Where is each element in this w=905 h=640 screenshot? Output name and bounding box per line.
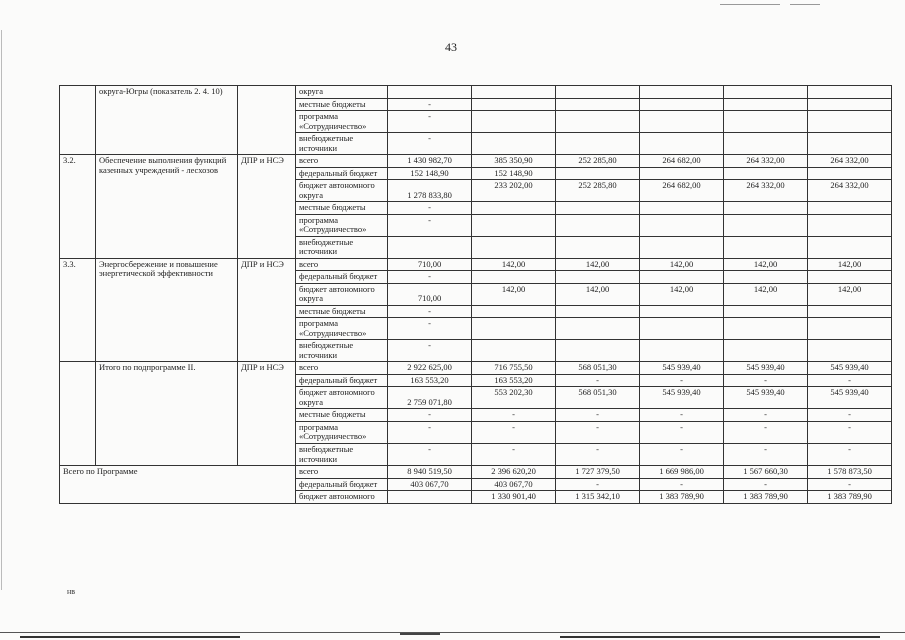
funding-source: федеральный бюджет <box>296 167 388 180</box>
scan-artifact <box>1 30 2 590</box>
year-amount: 1 567 660,30 <box>724 466 808 479</box>
total-amount: - <box>388 271 472 284</box>
year-amount <box>556 111 640 133</box>
total-amount: - <box>388 318 472 340</box>
year-amount <box>724 202 808 215</box>
total-amount: 152 148,90 <box>388 167 472 180</box>
total-amount <box>388 236 472 258</box>
year-amount: 142,00 <box>640 283 724 305</box>
year-amount: - <box>808 374 892 387</box>
total-amount: 1 430 982,70 <box>388 155 472 168</box>
year-amount <box>724 98 808 111</box>
year-amount: 264 332,00 <box>808 180 892 202</box>
year-amount: 264 332,00 <box>724 180 808 202</box>
year-amount: 403 067,70 <box>472 478 556 491</box>
year-amount: 1 383 789,90 <box>640 491 724 504</box>
year-amount <box>808 214 892 236</box>
total-amount <box>388 491 472 504</box>
row-number: 3.3. <box>60 258 96 362</box>
total-amount: 2 759 071,80 <box>388 387 472 409</box>
year-amount <box>640 86 724 99</box>
year-amount: - <box>472 409 556 422</box>
year-amount: 142,00 <box>472 258 556 271</box>
year-amount: - <box>556 421 640 443</box>
year-amount: - <box>556 374 640 387</box>
total-amount: 2 922 625,00 <box>388 362 472 375</box>
year-amount: - <box>640 478 724 491</box>
funding-source: программа «Сотрудничество» <box>296 421 388 443</box>
scan-artifact <box>720 4 780 5</box>
funding-source: федеральный бюджет <box>296 271 388 284</box>
year-amount: - <box>724 443 808 465</box>
year-amount: 568 051,30 <box>556 387 640 409</box>
responsible-executor <box>238 86 296 155</box>
year-amount: 163 553,20 <box>472 374 556 387</box>
year-amount <box>640 236 724 258</box>
year-amount <box>724 167 808 180</box>
activity-name: Энергосбережение и повышение энергетической эффективности <box>96 258 238 362</box>
total-amount: 403 067,70 <box>388 478 472 491</box>
responsible-executor: ДПР и НСЭ <box>238 258 296 362</box>
total-amount: - <box>388 409 472 422</box>
year-amount <box>472 86 556 99</box>
year-amount <box>808 305 892 318</box>
year-amount <box>724 236 808 258</box>
year-amount: 142,00 <box>472 283 556 305</box>
year-amount <box>556 236 640 258</box>
scan-artifact <box>20 636 240 638</box>
funding-source: бюджет автономного округа <box>296 387 388 409</box>
year-amount: - <box>556 443 640 465</box>
total-amount: - <box>388 133 472 155</box>
year-amount <box>808 167 892 180</box>
year-amount <box>724 318 808 340</box>
funding-source: всего <box>296 466 388 479</box>
total-amount: - <box>388 202 472 215</box>
funding-source: всего <box>296 155 388 168</box>
total-amount: - <box>388 340 472 362</box>
total-amount: - <box>388 443 472 465</box>
year-amount <box>640 305 724 318</box>
year-amount <box>472 111 556 133</box>
year-amount: 252 285,80 <box>556 155 640 168</box>
year-amount <box>640 111 724 133</box>
funding-source: округа <box>296 86 388 99</box>
year-amount: 545 939,40 <box>724 387 808 409</box>
year-amount <box>472 202 556 215</box>
year-amount: 545 939,40 <box>640 387 724 409</box>
year-amount: 1 315 342,10 <box>556 491 640 504</box>
table-row <box>60 86 892 99</box>
year-amount: 1 383 789,90 <box>724 491 808 504</box>
year-amount <box>472 305 556 318</box>
year-amount: - <box>640 409 724 422</box>
year-amount: 142,00 <box>640 258 724 271</box>
total-amount: - <box>388 98 472 111</box>
funding-source: внебюджетные источники <box>296 443 388 465</box>
year-amount <box>640 167 724 180</box>
year-amount: 264 682,00 <box>640 180 724 202</box>
year-amount <box>472 214 556 236</box>
year-amount: 1 330 901,40 <box>472 491 556 504</box>
year-amount: - <box>640 443 724 465</box>
year-amount: - <box>808 478 892 491</box>
year-amount <box>640 340 724 362</box>
total-amount: - <box>388 214 472 236</box>
table-row <box>60 258 892 271</box>
year-amount: - <box>724 374 808 387</box>
year-amount: 545 939,40 <box>808 387 892 409</box>
year-amount: 264 332,00 <box>808 155 892 168</box>
year-amount: - <box>808 409 892 422</box>
year-amount: 716 755,50 <box>472 362 556 375</box>
year-amount <box>808 133 892 155</box>
total-amount: - <box>388 305 472 318</box>
total-amount: 163 553,20 <box>388 374 472 387</box>
year-amount <box>556 167 640 180</box>
year-amount: - <box>640 374 724 387</box>
year-amount <box>640 133 724 155</box>
year-amount: 152 148,90 <box>472 167 556 180</box>
activity-name: Обеспечение выполнения функций казенных учреждений - лесхозов <box>96 155 238 259</box>
year-amount <box>556 214 640 236</box>
funding-source: местные бюджеты <box>296 202 388 215</box>
funding-source: внебюджетные источники <box>296 236 388 258</box>
funding-source: внебюджетные источники <box>296 133 388 155</box>
year-amount <box>808 271 892 284</box>
year-amount: 264 332,00 <box>724 155 808 168</box>
year-amount: - <box>724 409 808 422</box>
table-row <box>60 466 892 479</box>
year-amount: 545 939,40 <box>640 362 724 375</box>
table-row <box>60 362 892 375</box>
budget-table-body <box>60 86 892 504</box>
year-amount <box>556 305 640 318</box>
year-amount: 1 578 873,50 <box>808 466 892 479</box>
activity-name: округа-Югры (показатель 2. 4. 10) <box>96 86 238 155</box>
activity-name: Итого по подпрограмме II. <box>96 362 238 466</box>
year-amount <box>556 271 640 284</box>
total-amount: - <box>388 421 472 443</box>
year-amount <box>472 133 556 155</box>
year-amount <box>808 236 892 258</box>
responsible-executor: ДПР и НСЭ <box>238 155 296 259</box>
year-amount <box>724 214 808 236</box>
year-amount <box>472 318 556 340</box>
year-amount: 545 939,40 <box>808 362 892 375</box>
year-amount: 545 939,40 <box>724 362 808 375</box>
year-amount: 553 202,30 <box>472 387 556 409</box>
year-amount <box>640 202 724 215</box>
table-row <box>60 155 892 168</box>
funding-source: бюджет автономного округа <box>296 283 388 305</box>
total-amount: 8 940 519,50 <box>388 466 472 479</box>
year-amount: - <box>472 443 556 465</box>
year-amount <box>640 214 724 236</box>
year-amount: 142,00 <box>724 283 808 305</box>
year-amount <box>808 340 892 362</box>
footer-note: нв <box>67 587 76 596</box>
scan-artifact <box>400 633 440 635</box>
budget-table <box>59 85 892 504</box>
year-amount: 1 727 379,50 <box>556 466 640 479</box>
funding-source: программа «Сотрудничество» <box>296 318 388 340</box>
year-amount: 142,00 <box>556 283 640 305</box>
year-amount <box>472 340 556 362</box>
year-amount: 1 669 986,00 <box>640 466 724 479</box>
year-amount: - <box>556 409 640 422</box>
total-amount: 710,00 <box>388 283 472 305</box>
year-amount <box>724 111 808 133</box>
funding-source: федеральный бюджет <box>296 478 388 491</box>
scan-artifact <box>560 636 880 638</box>
year-amount <box>556 202 640 215</box>
year-amount <box>808 202 892 215</box>
year-amount <box>472 236 556 258</box>
year-amount <box>724 340 808 362</box>
funding-source: местные бюджеты <box>296 98 388 111</box>
year-amount: - <box>472 421 556 443</box>
year-amount: - <box>808 443 892 465</box>
year-amount <box>556 133 640 155</box>
activity-name: Всего по Программе <box>60 466 296 504</box>
row-number <box>60 86 96 155</box>
year-amount: 264 682,00 <box>640 155 724 168</box>
funding-source: всего <box>296 362 388 375</box>
page-number: 43 <box>445 40 457 54</box>
year-amount <box>808 318 892 340</box>
year-amount: 142,00 <box>808 283 892 305</box>
year-amount: - <box>808 421 892 443</box>
year-amount <box>640 318 724 340</box>
year-amount <box>640 271 724 284</box>
total-amount: 1 278 833,80 <box>388 180 472 202</box>
year-amount <box>724 133 808 155</box>
year-amount <box>808 98 892 111</box>
funding-source: программа «Сотрудничество» <box>296 214 388 236</box>
funding-source: бюджет автономного <box>296 491 388 504</box>
year-amount <box>472 271 556 284</box>
year-amount <box>724 271 808 284</box>
total-amount <box>388 86 472 99</box>
year-amount <box>724 305 808 318</box>
funding-source: местные бюджеты <box>296 305 388 318</box>
year-amount: 1 383 789,90 <box>808 491 892 504</box>
year-amount <box>808 111 892 133</box>
year-amount: 568 051,30 <box>556 362 640 375</box>
total-amount: 710,00 <box>388 258 472 271</box>
responsible-executor: ДПР и НСЭ <box>238 362 296 466</box>
year-amount: 142,00 <box>556 258 640 271</box>
year-amount <box>556 86 640 99</box>
year-amount: 233 202,00 <box>472 180 556 202</box>
scan-artifact <box>0 632 905 633</box>
funding-source: федеральный бюджет <box>296 374 388 387</box>
year-amount <box>724 86 808 99</box>
funding-source: всего <box>296 258 388 271</box>
year-amount <box>472 98 556 111</box>
row-number: 3.2. <box>60 155 96 259</box>
funding-source: программа «Сотрудничество» <box>296 111 388 133</box>
year-amount <box>556 340 640 362</box>
year-amount: 142,00 <box>808 258 892 271</box>
year-amount <box>808 86 892 99</box>
year-amount: 142,00 <box>724 258 808 271</box>
year-amount: - <box>724 478 808 491</box>
year-amount: - <box>724 421 808 443</box>
funding-source: местные бюджеты <box>296 409 388 422</box>
funding-source: внебюджетные источники <box>296 340 388 362</box>
year-amount <box>556 98 640 111</box>
year-amount: 385 350,90 <box>472 155 556 168</box>
year-amount: 252 285,80 <box>556 180 640 202</box>
year-amount: - <box>640 421 724 443</box>
funding-source: бюджет автономного округа <box>296 180 388 202</box>
scan-artifact <box>790 4 820 5</box>
row-number <box>60 362 96 466</box>
total-amount: - <box>388 111 472 133</box>
year-amount <box>640 98 724 111</box>
year-amount <box>556 318 640 340</box>
year-amount: - <box>556 478 640 491</box>
year-amount: 2 396 620,20 <box>472 466 556 479</box>
